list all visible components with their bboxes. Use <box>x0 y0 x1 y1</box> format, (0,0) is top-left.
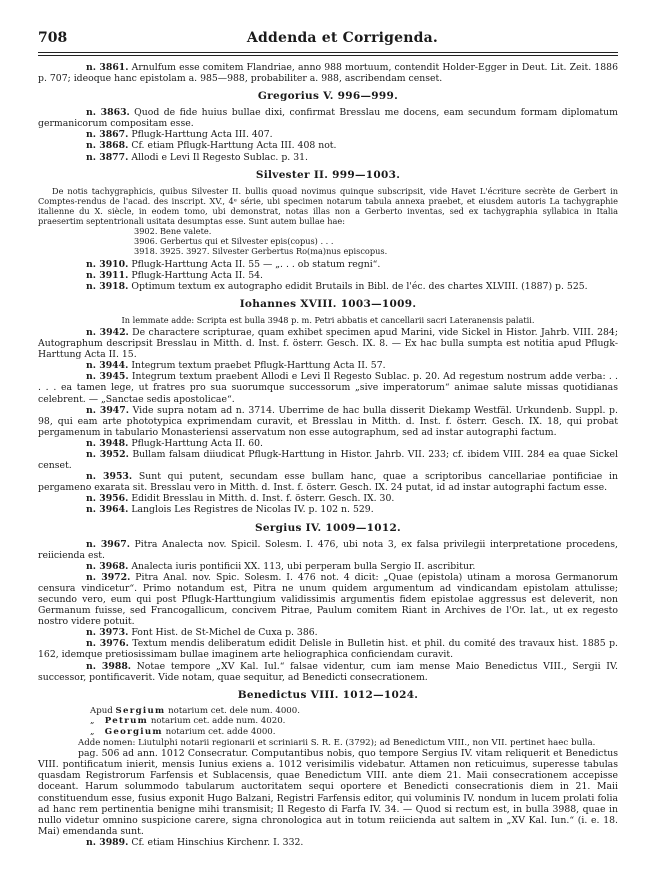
notary-line: „ Georgium notarium cet. adde 4000. <box>90 726 276 737</box>
section-heading: Silvester II. 999—1003. <box>255 168 401 181</box>
section-heading: Iohannes XVIII. 1003—1009. <box>239 297 417 310</box>
section-note: De notis tachygraphicis, quibus Silvester II. bullis quoad novimus quinque subscripsit, vide Havet L'écriture secrète de Gerbert in Comptes-rendus de l'acad. des inscript. XV., 4ᵉ série, ubi specimen notarum tabula annexa praebet, et eiusdem autoris La tachygraphie italienne du X. siècle, in eodem tomo, ubi demonstrat, notas illas non a Gerberto inventas, sed ex tachygraphia syllabica in Italia praesertim septentrionali usitata desumptas esse. Sunt autem bullae hae: <box>38 185 618 226</box>
note-line: 3918. 3925. 3927. Silvester Gerbertus Ro(ma)nus episcopus. <box>134 245 388 256</box>
header-rule <box>38 52 618 56</box>
entry: n. 3868. Cf. etiam Pflugk-Harttung Acta III. 408 not. <box>86 140 337 152</box>
page-header <box>38 30 618 50</box>
entry: n. 3877. Allodi e Levi Il Regesto Sublac. p. 31. <box>86 151 308 163</box>
entry: n. 3973. Font Hist. de St-Michel de Cuxa p. 386. <box>86 627 318 639</box>
adde-note: Adde nomen: Liutulphi notarii regionarii et scriniarii S. R. E. (3792); ad Benedictum VIII., non VII. pertinet haec bulla. <box>78 737 596 748</box>
entry: n. 3988. Notae tempore „XV Kal. Iul.“ falsae videntur, cum iam mense Maio Benedictus VIII., Sergii IV. successor, pontificaverit. Vide notam, quae sequitur, ad Benedicti consecrationem. <box>38 660 618 683</box>
entry: n. 3945. Integrum textum praebent Allodi e Levi Il Regesto Sublac. p. 20. Ad regestum nostrum adde verba: . . . . . ea tamen lege, ut fratres pro sua suorumque successorum „sive imperatorum“ animae salute missas quotidianas celebrent. — „Sanctae sedis apostolicae“. <box>38 371 618 405</box>
section-heading: Benedictus VIII. 1012—1024. <box>237 688 419 701</box>
note-line: 3902. Bene valete. <box>134 225 212 236</box>
entry: n. 3918. Optimum textum ex autographo edidit Brutails in Bibl. de l'éc. des chartes XLVIII. (1887) p. 525. <box>86 280 588 292</box>
section-heading: Gregorius V. 996—999. <box>257 90 399 103</box>
entry: n. 3910. Pflugk-Harttung Acta II. 55 — „. . . ob statum regni“. <box>86 258 381 270</box>
entry: n. 3952. Bullam falsam diiudicat Pflugk-Harttung in Histor. Jahrb. VII. 233; cf. ibidem VIII. 284 ea quae Sickel censet. <box>38 448 618 472</box>
entry: n. 3956. Edidit Bresslau in Mitth. d. Inst. f. österr. Gesch. IX. 30. <box>86 493 395 505</box>
entry: n. 3863. Quod de fide huius bullae dixi, confirmat Bresslau me docens, eam secundum formam diplomatum germanicorum compositam esse. <box>38 107 618 130</box>
entry: n. 3972. Pitra Anal. nov. Spic. Solesm. I. 476 not. 4 dicit: „Quae (epistola) utinam a morosa Germanorum censura vindicetur“. Primo notandum est, Pitra ne unum quidem argumentum ad vindicandam epistolam attulisse; secundo vero, eum qui post Pflugk-Harttungium validissimis argumentis fidem epistolae aggressus est deleverit, non Germanum fuisse, sed Francogallicum, concivem Pitrae, Paulum comitem Riant in Archives de l'Or. lat., ut ex regesto nostro videre potuit. <box>38 571 618 628</box>
section-heading: Sergius IV. 1009—1012. <box>254 521 402 534</box>
entry: n. 3948. Pflugk-Harttung Acta II. 60. <box>86 437 263 449</box>
entry: n. 3953. Sunt qui putent, secundam esse bullam hanc, quae a scriptoribus cancellariae pontificiae in pergameno exarata sit. Bresslau vero in Mitth. d. Inst. f. österr. Gesch. IX. 24 putat, id ad instar autographi factum esse. <box>38 471 618 494</box>
page-number: 708 <box>38 30 68 46</box>
note-line: 3906. Gerbertus qui et Silvester epis(copus) . . . <box>134 235 334 246</box>
entry: n. 3989. Cf. etiam Hinschius Kirchenr. I. 332. <box>86 836 304 848</box>
section-note: In lemmate adde: Scripta est bulla 3948 p. m. Petri abbatis et cancellarii sacri Lateranensis palatii. <box>121 314 535 325</box>
entry: n. 3976. Textum mendis deliberatum edidit Delisle in Bulletin hist. et phil. du comité des travaux hist. 1885 p. 162, idemque pretiosissimam bullae imaginem arte heliographica conficiendam curavit. <box>38 638 618 661</box>
entry: n. 3861. Arnulfum esse comitem Flandriae, anno 988 mortuum, contendit Holder-Egger in Deut. Lit. Zeit. 1886 p. 707; ideoque hanc epistolam a. 985—988, probabiliter a. 988, ascribendam censet. <box>38 62 618 85</box>
entry: n. 3911. Pflugk-Harttung Acta II. 54. <box>86 269 263 281</box>
entry: n. 3968. Analecta iuris pontificii XX. 113, ubi perperam bulla Sergio II. ascribitur. <box>86 560 476 572</box>
page-correction: pag. 506 ad ann. 1012 Consecratur. Computantibus nobis, quo tempore Sergius IV. vitam reliquerit et Benedictus VIII. pontificatum inierit, mensis Iunius exiens a. 1012 verisimilis videbatur. Attamen non reticuimus, superesse tabulas quasdam Registrorum Farfensis et Sublacensis, quae Benedictum VIII. ante diem 21. Maii consecrationem accepisse doceant. Harum solummodo tabularum auctoritatem sequi oportere et Benedicti consecrationis diem in 21. Maii constituendum esse, fusius exponit Hugo Balzani, Registri Farfensis editor, qui voluminis IV. nondum in lucem prolati folia ad hanc rem pertinentia benigne mihi transmisit; Il Regesto di Farfa IV. 34. — Quod si rectum est, in bulla 3988, quae in nullo videtur omnino suspicione carere, signa chronologica aut in totum reiicienda aut saltem in „XV Kal. Iun.“ (i. e. 18. Mai) emendanda sunt. <box>38 748 618 837</box>
entry: n. 3944. Integrum textum praebet Pflugk-Harttung Acta II. 57. <box>86 360 386 372</box>
entry: n. 3867. Pflugk-Harttung Acta III. 407. <box>86 129 273 141</box>
notary-line: „ Petrum notarium cet. adde num. 4020. <box>90 716 286 727</box>
entry: n. 3967. Pitra Analecta nov. Spicil. Solesm. I. 476, ubi nota 3, ex falsa privilegii interpretatione procedens, reiicienda est. <box>38 538 618 561</box>
running-title: Addenda et Corrigenda. <box>246 30 438 46</box>
document-page <box>38 30 618 848</box>
notary-line: Apud Sergium notarium cet. dele num. 4000. <box>90 705 300 716</box>
entry: n. 3947. Vide supra notam ad n. 3714. Uberrime de hac bulla disserit Diekamp Westfäl. Urkundenb. Suppl. p. 98, qui eam arte phototypica exprimendam curavit, et Bresslau in Mitth. d. Inst. f. österr. Gesch. IX. 18, qui probat pergamenum in tabulario Monasteriensi asservatum non esse autographum, sed ad instar autographi factum. <box>38 404 618 438</box>
entry: n. 3942. De charactere scripturae, quam exhibet specimen apud Marini, vide Sickel in Histor. Jahrb. VIII. 284; Autographum descripsit Bresslau in Mitth. d. Inst. f. österr. Gesch. IX. 8. — Ex hac bulla sumpta est notitia apud Pflugk-Harttung Acta II. 15. <box>38 326 618 361</box>
entry: n. 3964. Langlois Les Registres de Nicolas IV. p. 102 n. 529. <box>86 504 374 516</box>
